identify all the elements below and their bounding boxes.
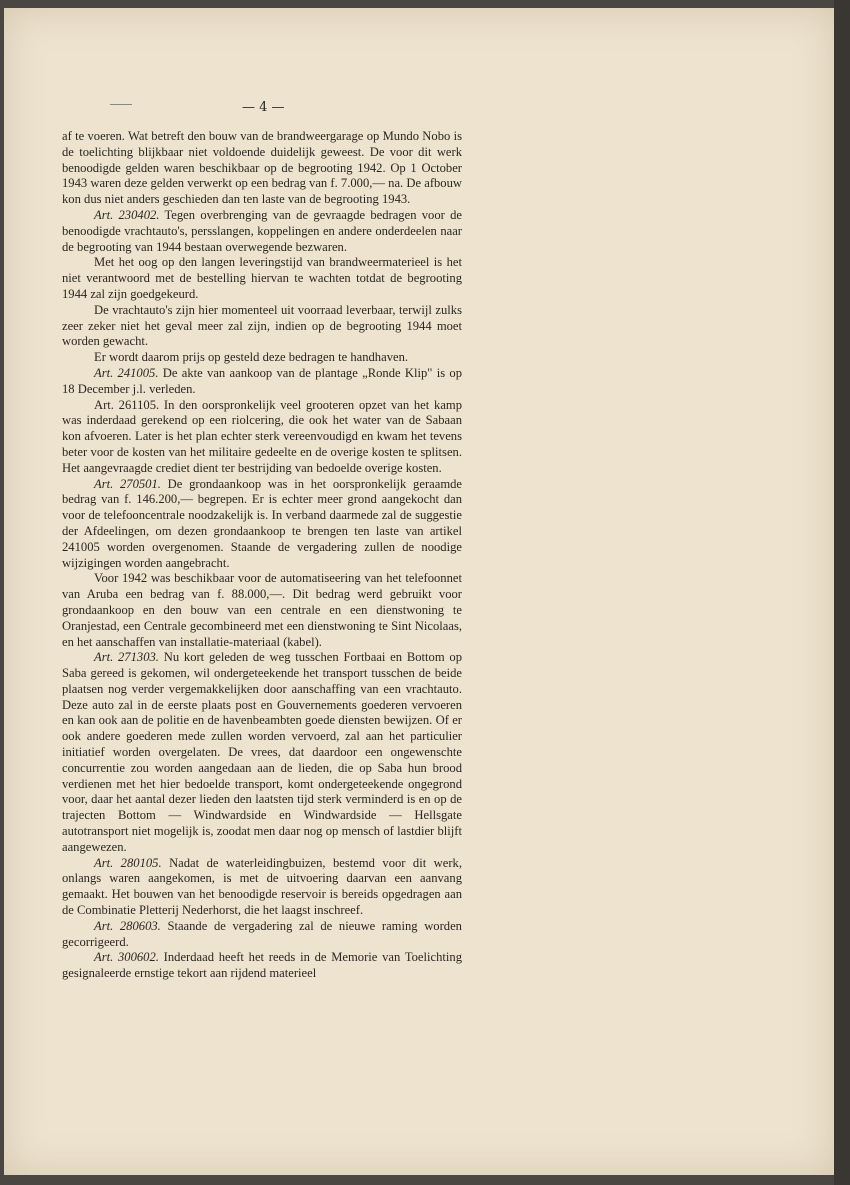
paragraph: Art. 280105. Nadat de waterleidingbuizen, bestemd voor dit werk, onlangs waren aangekomen, is met de uitvoering daarvan een aanvang gemaakt. Het bouwen van het benoodigde reservoir is bereids opgedragen aan de Combinatie Pletterij Nederhorst, die het laagst inschreef. — [62, 855, 462, 918]
page-number: — 4 — — [242, 100, 285, 115]
paragraph: Art. 270501. De grondaankoop was in het oorspronkelijk geraamde bedrag van f. 146.200,— begrepen. Er is echter meer grond aangekocht dan voor de telefooncentrale noodzakelijk is. In verband daarmede zal de suggestie der Afdeelingen, om dezen grondaankoop te brengen ten laste van artikel 241005 worden overgenomen. Staande de vergadering zullen de noodige wijzigingen worden aangebracht. — [62, 476, 462, 570]
paragraph: Art. 261105. In den oorspronkelijk veel grooteren opzet van het kamp was inderdaad gerekend op een riolcering, die ook het water van de Sabaan kon afvoeren. Later is het plan echter sterk vereenvoudigd en kwam het tevens beter voor de kosten van het militaire gedeelte en de overige kosten te splitsen. Het aangevraagde crediet dient ter bestrijding van bedoelde overige kosten. — [62, 397, 462, 475]
paragraph: Met het oog op den langen leveringstijd van brandweermaterieel is het niet verantwoord met de bestelling hiervan te wachten totdat de begrooting 1944 zal zijn goedgekeurd. — [62, 255, 462, 301]
document-page — [4, 8, 834, 1175]
article-ref: Art. 280603. — [94, 918, 161, 933]
paragraph: Voor 1942 was beschikbaar voor de automatiseering van het telefoonnet van Aruba een bedrag van f. 88.000,—. Dit bedrag werd gebruikt voor grondaankoop en den bouw van een centrale en een dienstwoning te Oranjestad, een Centrale gecombineerd met een dienstwoning te Sint Nicolaas, en het aanschaffen van installatie-materiaal (kabel). — [62, 571, 462, 649]
article-ref: Art. 241005. — [94, 365, 159, 380]
paragraph: af te voeren. Wat betreft den bouw van de brandweergarage op Mundo Nobo is de toelichting blijkbaar niet voldoende duidelijk geweest. De voor dit werk benoodigde gelden waren beschikbaar op de begrooting 1942. Op 1 October 1943 waren deze gelden verwerkt op een bedrag van f. 7.000,— na. De afbouw kon dus niet anders geschieden dan ten laste van de begrooting 1943. — [62, 129, 462, 207]
article-ref: Art. 270501. — [94, 476, 161, 491]
paragraph: Er wordt daarom prijs op gesteld deze bedragen te handhaven. — [94, 350, 409, 365]
article-ref: Art. 300602. — [94, 950, 159, 965]
paragraph: Art. 271303. Nu kort geleden de weg tusschen Fortbaai en Bottom op Saba gereed is gekomen, wil ondergeteekende het transport tusschen de beide plaatsen nog verder vergemakkelijken door aanschaffing van een vrachtauto. Deze auto zal in de eerste plaats post en Gouvernements goederen vervoeren en kan ook aan de politie en de havenbeambten goede diensten bewijzen. Of er ook andere goederen mede zullen worden vervoerd, zal aan het particulier initiatief worden overgelaten. De vrees, dat daardoor een ongewenschte concurrentie zou worden aangedaan aan de lieden, die op Saba hun brood verdienen met het hier bedoelde transport, komt ondergeteekende ongegrond voor, daar het aantal dezer lieden den laatsten tijd sterk verminderd is en op de trajecten Bottom — Windwardside en Windwardside — Hellsgate autotransport niet mogelijk is, zoodat men daar nog op mensch of lastdier blijft aangewezen. — [62, 650, 462, 854]
article-ref: Art. 230402. — [94, 207, 160, 222]
paragraph: De vrachtauto's zijn hier momenteel uit voorraad leverbaar, terwijl zulks zeer zeker niet het geval meer zal zijn, indien op de begrooting 1944 moet worden gewacht. — [62, 302, 462, 349]
paragraph: Art. 241005. De akte van aankoop van de plantage „Ronde Klip" is op 18 December j.l. verleden. — [62, 365, 462, 396]
article-ref: Art. 280105. — [94, 855, 162, 870]
scan-edge — [834, 0, 850, 1185]
paragraph: Art. 300602. Inderdaad heeft het reeds in de Memorie van Toelichting gesignaleerde ernstige tekort aan rijdend materieel — [62, 950, 462, 981]
body-text — [62, 129, 462, 982]
margin-mark — [110, 104, 132, 105]
paragraph: Art. 280603. Staande de vergadering zal de nieuwe raming worden gecorrigeerd. — [62, 918, 462, 949]
article-ref: Art. 271303. — [94, 650, 159, 665]
paragraph: Art. 230402. Tegen overbrenging van de gevraagde bedragen voor de benoodigde vrachtauto's, persslangen, koppelingen en andere onderdeelen naar de begrooting van 1944 bestaan overwegende bezwaren. — [62, 207, 462, 254]
